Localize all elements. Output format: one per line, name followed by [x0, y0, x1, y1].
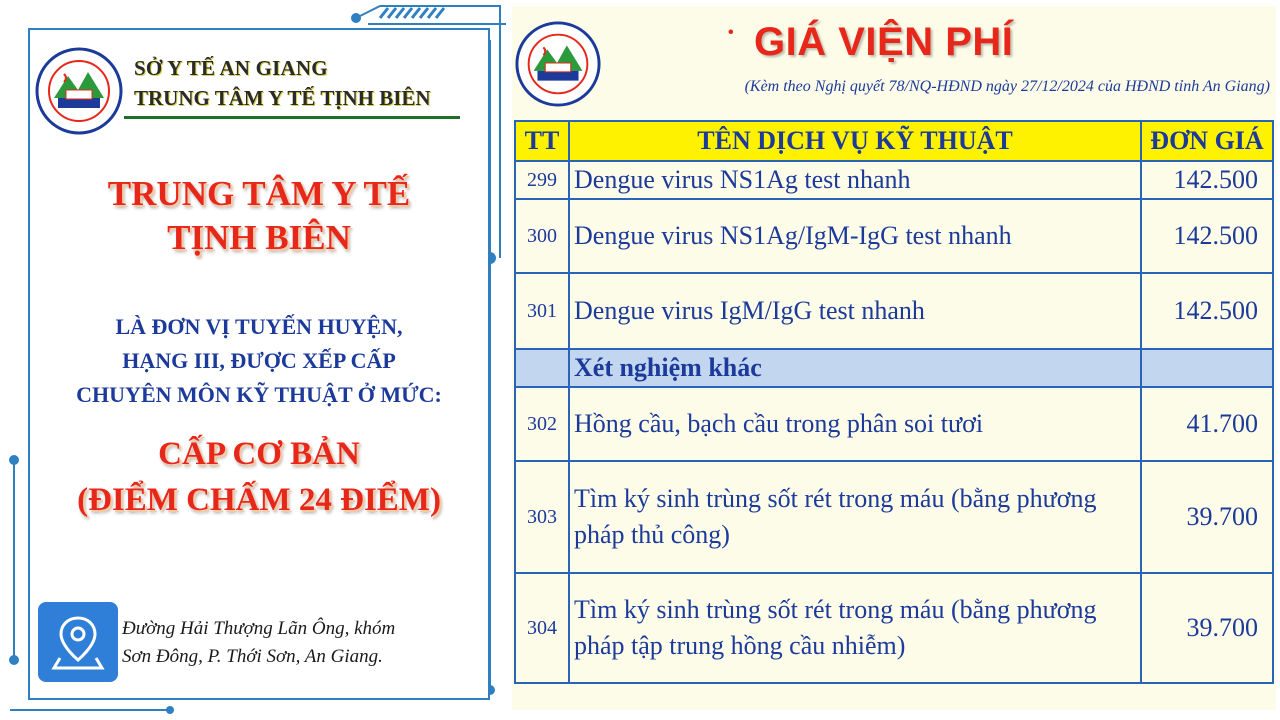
header-tt: TT [515, 121, 569, 161]
row-price: 142.500 [1141, 273, 1273, 349]
table-row [515, 273, 1273, 349]
row-tt: 304 [515, 573, 569, 683]
row-price: 142.500 [1141, 199, 1273, 273]
hospital-logo [514, 20, 602, 108]
row-name: Tìm ký sinh trùng sốt rét trong máu (bằng phương pháp tập trung hồng cầu nhiễm) [569, 573, 1141, 683]
row-price: 39.700 [1141, 573, 1273, 683]
title-accent: • [728, 24, 734, 41]
map-pin-icon [38, 602, 118, 682]
table-row [515, 387, 1273, 461]
row-tt: 303 [515, 461, 569, 573]
price-panel [512, 6, 1276, 710]
center-title-line1: TRUNG TÂM Y TẾ [107, 174, 411, 213]
section-tt [515, 349, 569, 387]
desc-line3: CHUYÊN MÔN KỸ THUẬT Ở MỨC: [76, 382, 442, 407]
section-price [1141, 349, 1273, 387]
center-title-line2: TỊNH BIÊN [167, 218, 351, 257]
table-row [515, 461, 1273, 573]
row-tt: 300 [515, 199, 569, 273]
desc-line1: LÀ ĐƠN VỊ TUYẾN HUYỆN, [115, 314, 403, 339]
row-tt: 301 [515, 273, 569, 349]
org-line1: SỞ Y TẾ AN GIANG [134, 56, 328, 80]
row-price: 41.700 [1141, 387, 1273, 461]
hospital-logo [34, 46, 124, 136]
row-tt: 299 [515, 161, 569, 199]
row-name: Dengue virus NS1Ag test nhanh [569, 161, 1141, 199]
left-info-panel [28, 28, 490, 700]
section-label: Xét nghiệm khác [569, 349, 1141, 387]
table-row [515, 199, 1273, 273]
price-table [514, 120, 1274, 684]
row-name: Tìm ký sinh trùng sốt rét trong máu (bằng phương pháp thủ công) [569, 461, 1141, 573]
row-tt: 302 [515, 387, 569, 461]
header-name: TÊN DỊCH VỤ KỸ THUẬT [569, 121, 1141, 161]
table-row [515, 573, 1273, 683]
desc-line2: HẠNG III, ĐƯỢC XẾP CẤP [122, 348, 396, 373]
row-name: Hồng cầu, bạch cầu trong phân soi tươi [569, 387, 1141, 461]
section-row [515, 349, 1273, 387]
address-line2: Sơn Đông, P. Thới Sơn, An Giang. [122, 646, 383, 667]
org-line2: TRUNG TÂM Y TẾ TỊNH BIÊN [134, 86, 431, 110]
table-row [515, 161, 1273, 199]
subtitle: (Kèm theo Nghị quyết 78/NQ-HĐND ngày 27/12/2024 của HĐND tỉnh An Giang) [744, 78, 1270, 95]
row-price: 39.700 [1141, 461, 1273, 573]
row-name: Dengue virus NS1Ag/IgM-IgG test nhanh [569, 199, 1141, 273]
level-line2: (ĐIỂM CHẤM 24 ĐIỂM) [77, 482, 441, 518]
level-line1: CẤP CƠ BẢN [158, 436, 360, 472]
table-header-row [515, 121, 1273, 161]
row-name: Dengue virus IgM/IgG test nhanh [569, 273, 1141, 349]
address-line1: Đường Hải Thượng Lãn Ông, khóm [122, 618, 396, 639]
page-title: GIÁ VIỆN PHÍ [754, 20, 1014, 64]
org-divider [124, 116, 460, 119]
row-price: 142.500 [1141, 161, 1273, 199]
header-price: ĐƠN GIÁ [1141, 121, 1273, 161]
